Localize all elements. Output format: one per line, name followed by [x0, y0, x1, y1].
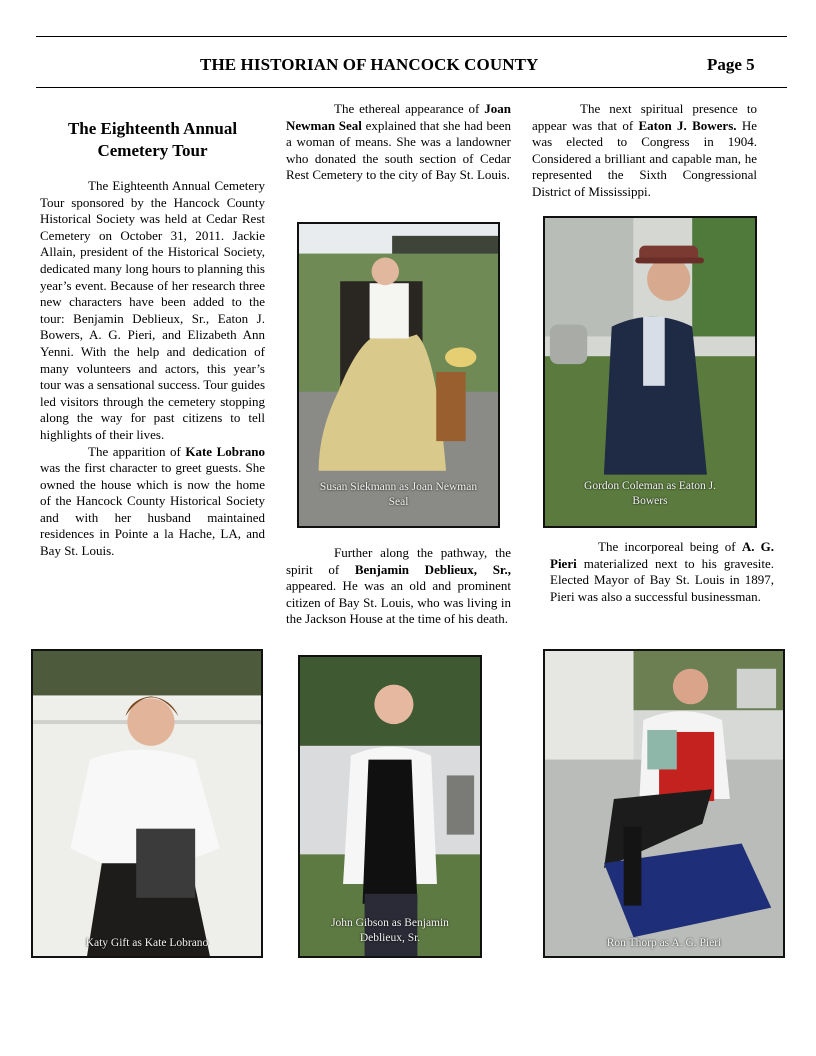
photo-kate-lobrano — [31, 649, 263, 958]
column-2-top — [286, 101, 511, 184]
caption-pieri: Ron Thorp as A. G. Pieri — [606, 937, 722, 949]
caption-kate: Katy Gift as Kate Lobrano — [85, 937, 209, 949]
column-3-top — [532, 101, 757, 201]
paragraph-bowers: The next spiritual presence to appear was that of Eaton J. Bowers. He was elected to Congress in 1904. Considered a brilliant and capable man, he represented the Sixth Congressional District of Mississippi. — [532, 101, 757, 199]
photo-benjamin-deblieux — [298, 655, 482, 958]
caption-joan: Susan Siekmann as Joan Newman Seal — [319, 481, 478, 508]
column-3-bottom — [550, 539, 774, 605]
photo-ag-pieri — [543, 649, 785, 958]
header-rule — [36, 87, 787, 88]
column-2-bottom — [286, 545, 511, 628]
photo-eaton-bowers — [543, 216, 757, 528]
caption-deblieux: John Gibson as Benjamin Deblieux, Sr. — [331, 917, 449, 944]
article-title: The Eighteenth Annual Cemetery Tour — [67, 119, 238, 160]
column-1 — [40, 118, 265, 560]
paragraph-deblieux: Further along the pathway, the spirit of Benjamin Deblieux, Sr., appeared. He was an old and prominent citizen of Bay St. Louis, who was living in the Jackson House at the time of his death. — [286, 545, 511, 627]
photo-joan-newman-seal — [297, 222, 500, 528]
caption-bowers: Gordon Coleman as Eaton J. Bowers — [584, 480, 716, 507]
page-number: Page 5 — [707, 55, 755, 74]
paragraph-joan-seal: The ethereal appearance of Joan Newman Seal explained that she had been a woman of means. She was a landowner who donated the south section of Cedar Rest Cemetery to the city of Bay St. Louis. — [286, 101, 511, 183]
paragraph-intro: The Eighteenth Annual Cemetery Tour sponsored by the Hancock County Historical Society was held at Cedar Rest Cemetery on October 31, 2011. Jackie Allain, president of the Historical Society, dedicated many long hours to planning this year’s event. Because of her research three new characters have been added to the tour: Benjamin Deblieux, Sr., Eaton J. Bowers, A. G. Pieri, and Elizabeth Ann Yenni. With the help and dedication of many volunteers and actors, this year’s tour was a sensational success. Tour guides led visitors through the cemetery stopping along the way for past citizens to tell highlights of their lives. — [40, 178, 265, 442]
top-rule — [36, 36, 787, 37]
paragraph-pieri: The incorporeal being of A. G. Pieri materialized next to his gravesite. Elected Mayor of Bay St. Louis in 1897, Pieri was also a successful businessman. — [550, 539, 775, 604]
newsletter-title: THE HISTORIAN OF HANCOCK COUNTY — [200, 55, 539, 74]
paragraph-kate-lobrano: The apparition of Kate Lobrano was the first character to greet guests. She owned the house which is now the home of the Hancock County Historical Society and with her husband maintained residences in Pointe a la Hache, LA, and Bay St. Louis. — [40, 443, 265, 559]
